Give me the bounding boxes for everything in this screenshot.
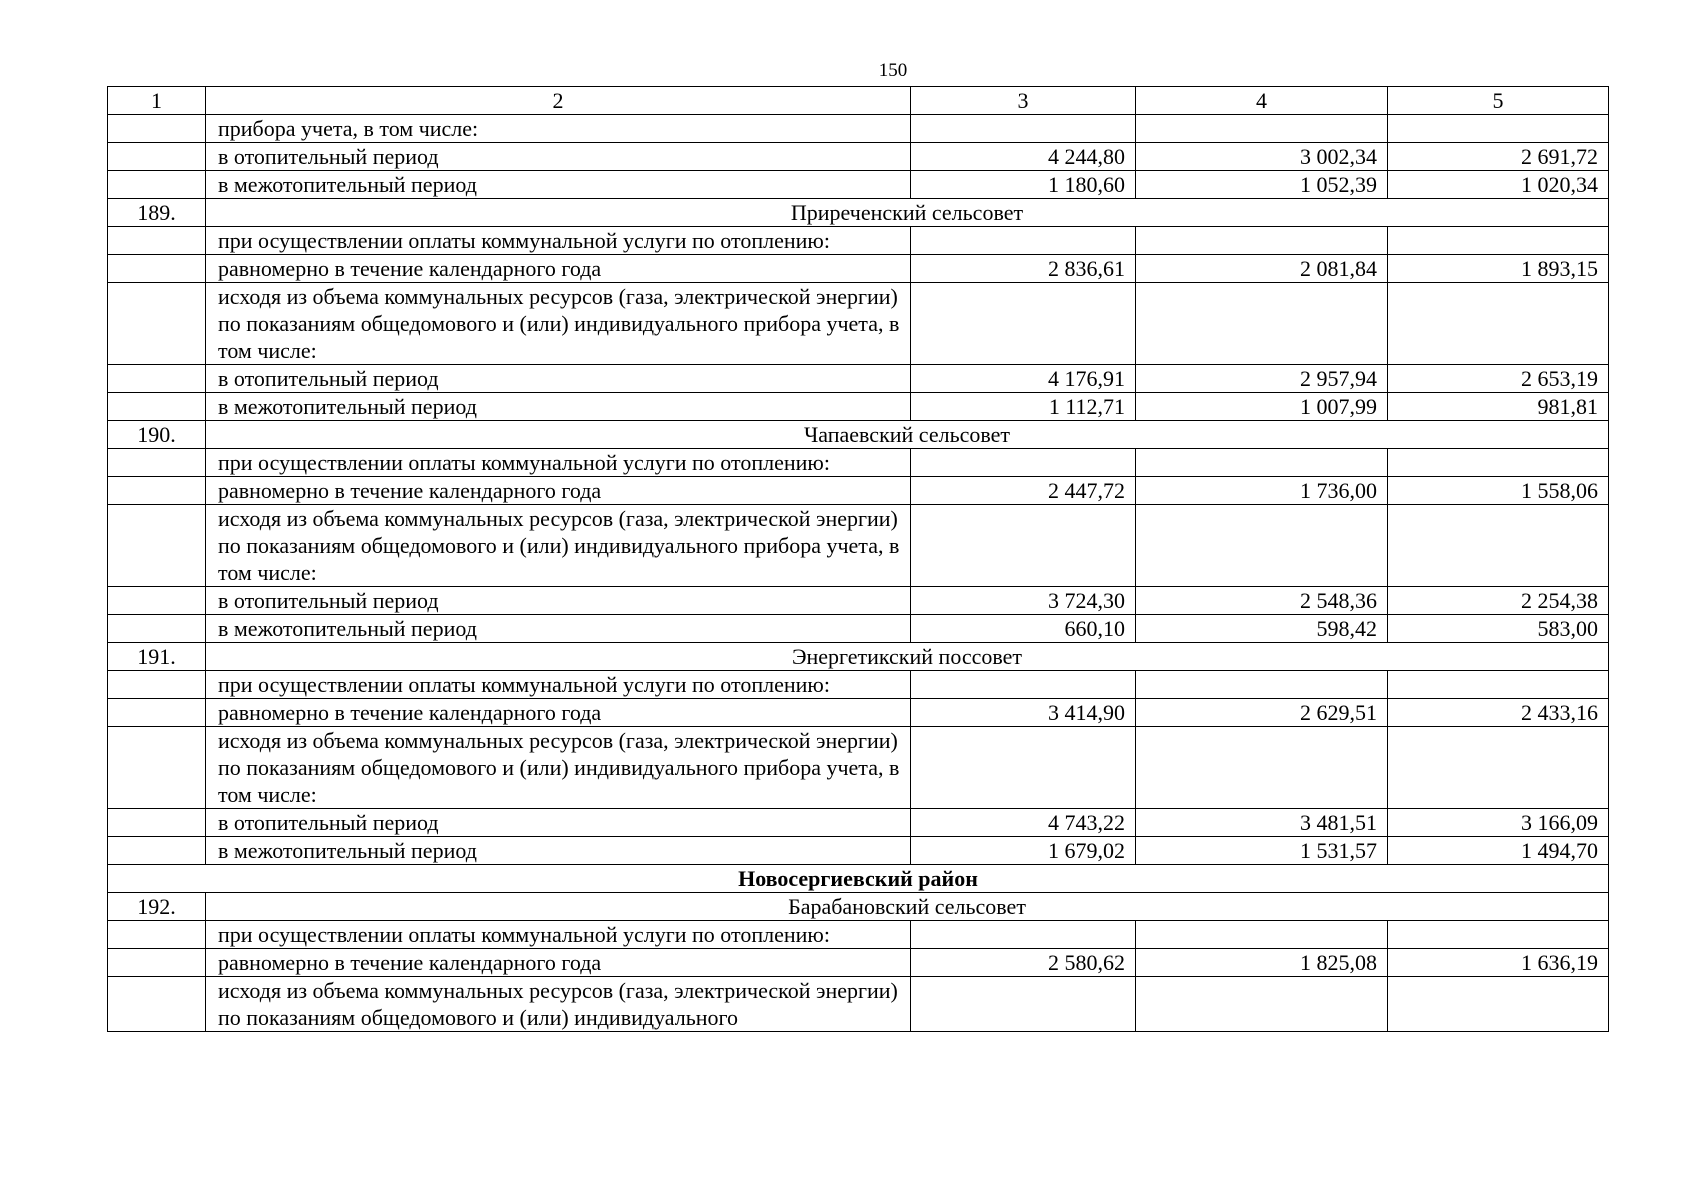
column-number-3: 3 bbox=[911, 87, 1136, 115]
value-col-4: 1 007,99 bbox=[1136, 393, 1388, 421]
table-row bbox=[108, 143, 1609, 171]
value-col-5: 1 893,15 bbox=[1388, 255, 1609, 283]
row-description: исходя из объема коммунальных ресурсов (газа, электрической энергии) по показаниям общедомового и (или) индивидуального прибора учета, в том числе: bbox=[206, 505, 911, 587]
value-col-4: 2 081,84 bbox=[1136, 255, 1388, 283]
row-number bbox=[108, 227, 206, 255]
value-col-5 bbox=[1388, 921, 1609, 949]
row-number bbox=[108, 921, 206, 949]
table-row bbox=[108, 837, 1609, 865]
value-col-3 bbox=[911, 449, 1136, 477]
table-row bbox=[108, 365, 1609, 393]
row-number bbox=[108, 283, 206, 365]
value-col-5 bbox=[1388, 115, 1609, 143]
section-row bbox=[108, 893, 1609, 921]
table-row bbox=[108, 505, 1609, 587]
table-row bbox=[108, 477, 1609, 505]
value-col-4: 3 002,34 bbox=[1136, 143, 1388, 171]
value-col-5 bbox=[1388, 727, 1609, 809]
district-title: Новосергиевский район bbox=[108, 865, 1609, 893]
table-row bbox=[108, 449, 1609, 477]
row-description: в отопительный период bbox=[206, 587, 911, 615]
district-row bbox=[108, 865, 1609, 893]
value-col-4 bbox=[1136, 921, 1388, 949]
row-number bbox=[108, 505, 206, 587]
value-col-5 bbox=[1388, 977, 1609, 1032]
table-row bbox=[108, 921, 1609, 949]
value-col-3: 2 580,62 bbox=[911, 949, 1136, 977]
row-number bbox=[108, 115, 206, 143]
value-col-3: 4 244,80 bbox=[911, 143, 1136, 171]
value-col-5 bbox=[1388, 283, 1609, 365]
value-col-3: 4 176,91 bbox=[911, 365, 1136, 393]
value-col-4 bbox=[1136, 727, 1388, 809]
row-description: прибора учета, в том числе: bbox=[206, 115, 911, 143]
value-col-4 bbox=[1136, 449, 1388, 477]
section-number: 191. bbox=[108, 643, 206, 671]
value-col-3 bbox=[911, 671, 1136, 699]
row-number bbox=[108, 699, 206, 727]
value-col-5: 3 166,09 bbox=[1388, 809, 1609, 837]
column-number-1: 1 bbox=[108, 87, 206, 115]
row-number bbox=[108, 255, 206, 283]
row-description: при осуществлении оплаты коммунальной услуги по отоплению: bbox=[206, 921, 911, 949]
row-description: равномерно в течение календарного года bbox=[206, 255, 911, 283]
row-description: исходя из объема коммунальных ресурсов (газа, электрической энергии) по показаниям общедомового и (или) индивидуального прибора учета, в том числе: bbox=[206, 283, 911, 365]
table-row bbox=[108, 255, 1609, 283]
row-number bbox=[108, 615, 206, 643]
row-description: исходя из объема коммунальных ресурсов (газа, электрической энергии) по показаниям общедомового и (или) индивидуального прибора учета, в том числе: bbox=[206, 727, 911, 809]
table-row bbox=[108, 699, 1609, 727]
value-col-3 bbox=[911, 227, 1136, 255]
column-number-4: 4 bbox=[1136, 87, 1388, 115]
row-description: исходя из объема коммунальных ресурсов (газа, электрической энергии) по показаниям общедомового и (или) индивидуального bbox=[206, 977, 911, 1032]
value-col-5: 2 691,72 bbox=[1388, 143, 1609, 171]
row-description: равномерно в течение календарного года bbox=[206, 949, 911, 977]
column-number-5: 5 bbox=[1388, 87, 1609, 115]
section-row bbox=[108, 643, 1609, 671]
value-col-4: 2 957,94 bbox=[1136, 365, 1388, 393]
row-number bbox=[108, 477, 206, 505]
value-col-4 bbox=[1136, 227, 1388, 255]
column-number-row bbox=[108, 87, 1609, 115]
section-number: 190. bbox=[108, 421, 206, 449]
row-description: при осуществлении оплаты коммунальной услуги по отоплению: bbox=[206, 671, 911, 699]
row-number bbox=[108, 837, 206, 865]
row-number bbox=[108, 671, 206, 699]
table-row bbox=[108, 615, 1609, 643]
value-col-3 bbox=[911, 505, 1136, 587]
value-col-5 bbox=[1388, 449, 1609, 477]
value-col-3: 1 112,71 bbox=[911, 393, 1136, 421]
value-col-5: 1 494,70 bbox=[1388, 837, 1609, 865]
section-row bbox=[108, 421, 1609, 449]
section-title: Барабановский сельсовет bbox=[206, 893, 1609, 921]
value-col-5 bbox=[1388, 671, 1609, 699]
value-col-5: 2 254,38 bbox=[1388, 587, 1609, 615]
value-col-5: 1 636,19 bbox=[1388, 949, 1609, 977]
value-col-5: 1 558,06 bbox=[1388, 477, 1609, 505]
value-col-4: 1 736,00 bbox=[1136, 477, 1388, 505]
value-col-3: 2 836,61 bbox=[911, 255, 1136, 283]
value-col-3: 4 743,22 bbox=[911, 809, 1136, 837]
section-row bbox=[108, 199, 1609, 227]
value-col-5: 583,00 bbox=[1388, 615, 1609, 643]
value-col-4: 2 629,51 bbox=[1136, 699, 1388, 727]
value-col-3 bbox=[911, 921, 1136, 949]
section-title: Приреченский сельсовет bbox=[206, 199, 1609, 227]
row-description: в межотопительный период bbox=[206, 171, 911, 199]
row-description: в отопительный период bbox=[206, 365, 911, 393]
table-row bbox=[108, 283, 1609, 365]
table-row bbox=[108, 727, 1609, 809]
section-title: Чапаевский сельсовет bbox=[206, 421, 1609, 449]
value-col-3: 2 447,72 bbox=[911, 477, 1136, 505]
row-description: в межотопительный период bbox=[206, 837, 911, 865]
column-number-2: 2 bbox=[206, 87, 911, 115]
value-col-3: 3 414,90 bbox=[911, 699, 1136, 727]
row-number bbox=[108, 365, 206, 393]
table-row bbox=[108, 171, 1609, 199]
table-row bbox=[108, 977, 1609, 1032]
value-col-5: 2 433,16 bbox=[1388, 699, 1609, 727]
value-col-4 bbox=[1136, 671, 1388, 699]
row-description: в межотопительный период bbox=[206, 393, 911, 421]
table-row bbox=[108, 115, 1609, 143]
value-col-3 bbox=[911, 115, 1136, 143]
value-col-3 bbox=[911, 977, 1136, 1032]
value-col-3: 660,10 bbox=[911, 615, 1136, 643]
row-number bbox=[108, 949, 206, 977]
table-row bbox=[108, 587, 1609, 615]
table-row bbox=[108, 227, 1609, 255]
value-col-4: 3 481,51 bbox=[1136, 809, 1388, 837]
value-col-4: 598,42 bbox=[1136, 615, 1388, 643]
row-description: при осуществлении оплаты коммунальной услуги по отоплению: bbox=[206, 227, 911, 255]
value-col-3: 1 180,60 bbox=[911, 171, 1136, 199]
value-col-4: 2 548,36 bbox=[1136, 587, 1388, 615]
table-row bbox=[108, 809, 1609, 837]
value-col-4 bbox=[1136, 977, 1388, 1032]
row-number bbox=[108, 809, 206, 837]
row-number bbox=[108, 587, 206, 615]
row-number bbox=[108, 393, 206, 421]
value-col-4: 1 825,08 bbox=[1136, 949, 1388, 977]
value-col-3 bbox=[911, 727, 1136, 809]
table-row bbox=[108, 671, 1609, 699]
row-number bbox=[108, 171, 206, 199]
row-description: в межотопительный период bbox=[206, 615, 911, 643]
table-row bbox=[108, 393, 1609, 421]
row-description: в отопительный период bbox=[206, 143, 911, 171]
section-number: 192. bbox=[108, 893, 206, 921]
tariff-table bbox=[107, 86, 1609, 1032]
row-description: равномерно в течение календарного года bbox=[206, 477, 911, 505]
value-col-5 bbox=[1388, 505, 1609, 587]
table-row bbox=[108, 949, 1609, 977]
value-col-4: 1 531,57 bbox=[1136, 837, 1388, 865]
value-col-5 bbox=[1388, 227, 1609, 255]
section-number: 189. bbox=[108, 199, 206, 227]
section-title: Энергетикский поссовет bbox=[206, 643, 1609, 671]
value-col-5: 981,81 bbox=[1388, 393, 1609, 421]
row-description: в отопительный период bbox=[206, 809, 911, 837]
row-number bbox=[108, 977, 206, 1032]
row-number bbox=[108, 449, 206, 477]
value-col-5: 1 020,34 bbox=[1388, 171, 1609, 199]
value-col-3: 1 679,02 bbox=[911, 837, 1136, 865]
row-number bbox=[108, 727, 206, 809]
value-col-4: 1 052,39 bbox=[1136, 171, 1388, 199]
value-col-5: 2 653,19 bbox=[1388, 365, 1609, 393]
row-description: при осуществлении оплаты коммунальной услуги по отоплению: bbox=[206, 449, 911, 477]
row-number bbox=[108, 143, 206, 171]
value-col-4 bbox=[1136, 283, 1388, 365]
row-description: равномерно в течение календарного года bbox=[206, 699, 911, 727]
value-col-3 bbox=[911, 283, 1136, 365]
value-col-3: 3 724,30 bbox=[911, 587, 1136, 615]
value-col-4 bbox=[1136, 505, 1388, 587]
page-number: 150 bbox=[878, 60, 908, 81]
value-col-4 bbox=[1136, 115, 1388, 143]
